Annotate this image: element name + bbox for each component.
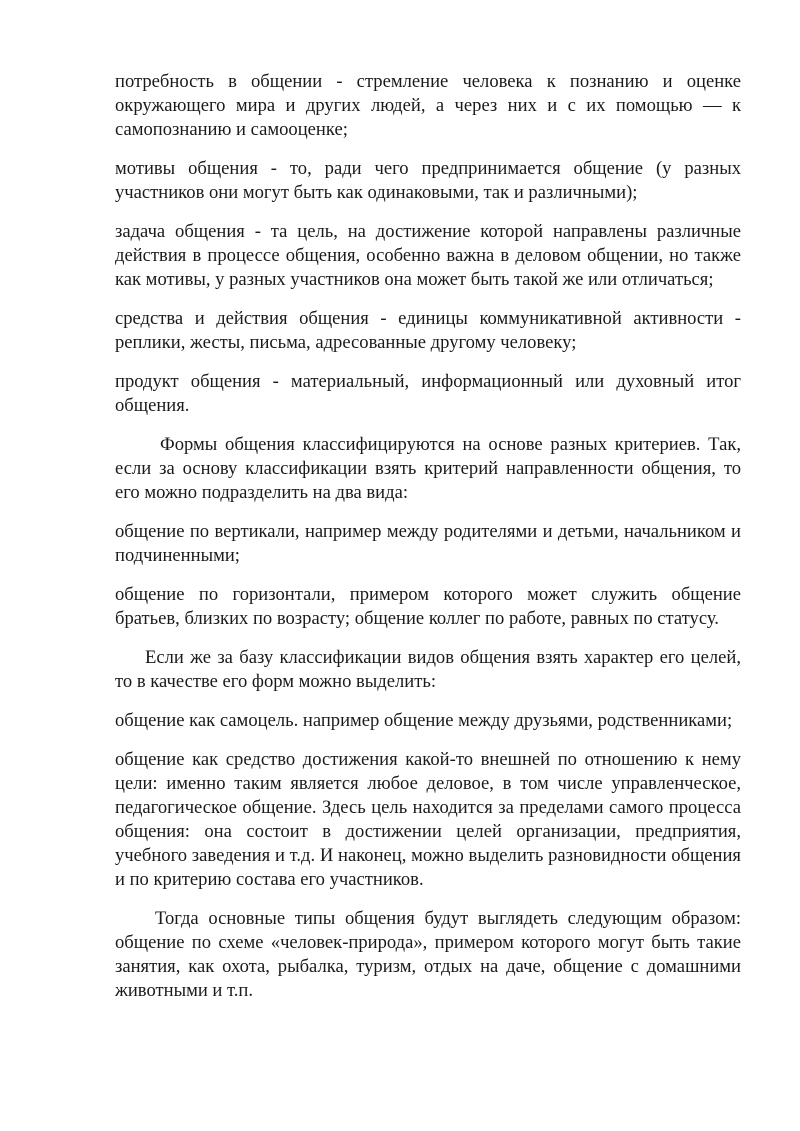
paragraph-vertical-communication: общение по вертикали, например между родителями и детьми, начальником и подчиненными; — [115, 521, 741, 566]
paragraph-communication-product: продукт общения - материальный, информационный или духовный итог общения. — [115, 371, 741, 416]
paragraph-communication-means: средства и действия общения - единицы коммуникативной активности - реплики, жесты, письма, адресованные другому человеку; — [115, 308, 741, 353]
paragraph-communication-types: Тогда основные типы общения будут выглядеть следующим образом: общение по схеме «человек-природа», примером которого могут быть такие занятия, как охота, рыбалка, туризм, отдых на даче, общение с домашними животными и т.п. — [115, 908, 741, 1001]
paragraph-horizontal-communication: общение по горизонтали, примером которого может служить общение братьев, близких по возрасту; общение коллег по работе, равных по статусу. — [115, 584, 741, 629]
paragraph-communication-task: задача общения - та цель, на достижение которой направлены различные действия в процессе общения, особенно важна в деловом общении, но также как мотивы, у разных участников она может быть такой же или отличаться; — [115, 221, 741, 290]
paragraph-communication-need: потребность в общении - стремление человека к познанию и оценке окружающего мира и других людей, а через них и с их помощью — к самопознанию и самооценке; — [115, 71, 741, 140]
paragraph-communication-as-goal: общение как самоцель. например общение между друзьями, родственниками; — [115, 710, 733, 731]
document-page — [115, 70, 741, 1018]
paragraph-goals-classification: Если же за базу классификации видов общения взять характер его целей, то в качестве его форм можно выделить: — [115, 647, 741, 692]
paragraph-communication-as-means: общение как средство достижения какой-то внешней по отношению к нему цели: именно таким является любое деловое, в том числе управленческое, педагогическое общение. Здесь цель находится за пределами самого процесса общения: она состоит в достижении целей организации, предприятия, учебного заведения и т.д. И наконец, можно выделить разновидности общения и по критерию состава его участников. — [115, 749, 741, 890]
paragraph-forms-classification: Формы общения классифицируются на основе разных критериев. Так, если за основу классификации взять критерий направленности общения, то его можно подразделить на два вида: — [115, 434, 741, 503]
paragraph-communication-motives: мотивы общения - то, ради чего предпринимается общение (у разных участников они могут быть как одинаковыми, так и различными); — [115, 158, 741, 203]
